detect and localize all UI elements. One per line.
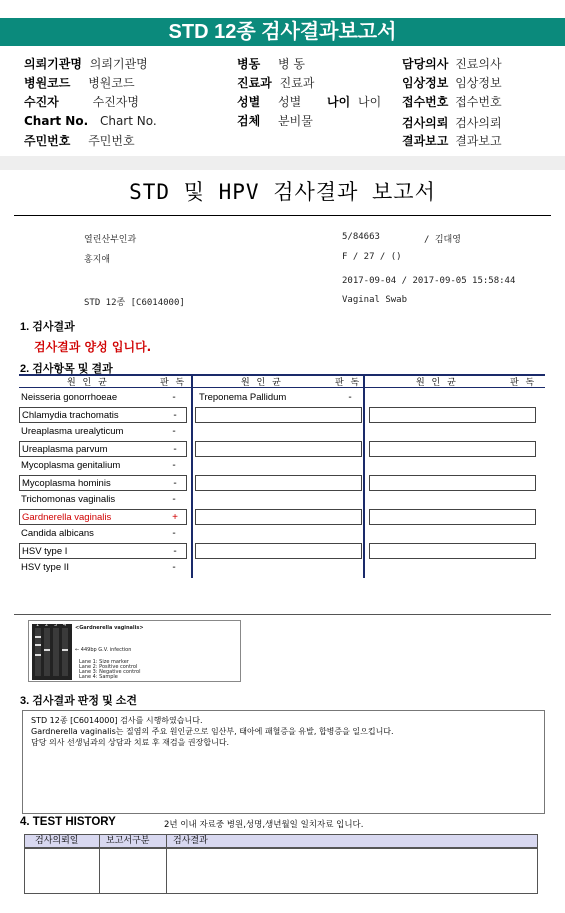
gel-lanes	[32, 624, 72, 680]
col2-header-pathogen: 원 인 균	[241, 378, 283, 388]
interpretation-line: 담당 의사 선생님과의 상담과 치료 후 재검을 권장합니다.	[31, 738, 230, 747]
info-doctor: 담당의사 진료의사	[402, 57, 502, 71]
table-row: Ureaplasma parvum -	[19, 441, 187, 457]
history-note: 2년 이내 자료중 병원,성명,생년월일 일치자료 입니다.	[164, 820, 364, 830]
meta-specimen: Vaginal Swab	[342, 295, 408, 305]
history-table-body	[24, 848, 538, 894]
lane-label: 4	[63, 622, 67, 628]
info-receipt-no: 접수번호 접수번호	[402, 95, 502, 109]
pathogen-column-3	[369, 374, 545, 578]
history-col-result: 검사결과	[173, 836, 208, 846]
interpretation-line: STD 12종 [C6014000] 검사를 시행하였습니다.	[31, 716, 203, 725]
interpretation-box	[22, 710, 545, 814]
lane-label: 2	[45, 622, 49, 628]
info-ward: 병동 병 동	[237, 57, 306, 71]
patient-info-grid	[0, 52, 565, 152]
info-resident-no: 주민번호 주민번호	[24, 134, 135, 148]
gel-caption-title: <Gardnerella vaginalis>	[75, 625, 144, 631]
report-document	[14, 170, 551, 913]
empty-row	[369, 543, 536, 559]
section-3-title: 3. 검사결과 판정 및 소견	[20, 695, 138, 707]
gel-lane	[53, 628, 59, 676]
info-reported: 결과보고 결과보고	[402, 134, 502, 148]
history-col-divider	[166, 834, 167, 848]
result-summary: 검사결과 양성 입니다.	[34, 340, 152, 354]
table-row: HSV type I -	[19, 543, 187, 559]
empty-row	[195, 441, 362, 457]
info-department: 진료과 진료과	[237, 76, 315, 90]
title-divider	[14, 215, 551, 216]
col1-header-pathogen: 원 인 균	[67, 378, 109, 388]
gel-caption-band: ← 449bp G.V. infection	[75, 647, 132, 653]
gel-legend-item: Lane 3: Negative control	[79, 669, 141, 675]
info-specimen: 검체 분비물	[237, 114, 313, 128]
gel-band	[62, 649, 68, 651]
empty-row	[369, 407, 536, 423]
info-requested: 검사의뢰 검사의뢰	[402, 116, 502, 130]
table-row: Treponema Pallidum -	[199, 392, 352, 403]
gel-band	[35, 644, 41, 646]
gel-legend-item: Lane 2: Positive control	[79, 664, 138, 670]
report-header	[0, 0, 565, 50]
interpretation-line: Gardnerella vaginalis는 질염의 주요 원인균으로 임산부, 태아에 패혈증을 유발, 합병증을 일으킵니다.	[31, 727, 394, 736]
info-chart-no: Chart No. Chart No.	[24, 114, 157, 128]
meta-dates: 2017-09-04 / 2017-09-05 15:58:44	[342, 276, 516, 286]
table-row-positive: Gardnerella vaginalis +	[19, 509, 187, 525]
table-footer-line	[14, 614, 551, 615]
table-row: Candida albicans -	[21, 528, 176, 539]
gel-lane	[44, 628, 50, 676]
table-row: Mycoplasma hominis -	[19, 475, 187, 491]
info-clinical: 임상정보 임상정보	[402, 76, 502, 90]
document-title: STD 및 HPV 검사결과 보고서	[129, 180, 436, 204]
gel-band	[44, 649, 50, 651]
meta-sex-age: F / 27 / ()	[342, 252, 402, 262]
column-divider-1	[191, 374, 193, 578]
col3-header-result: 판 독	[510, 378, 537, 388]
pathogen-column-1	[19, 374, 191, 578]
empty-row	[369, 441, 536, 457]
history-body-divider	[99, 849, 100, 893]
empty-row	[195, 543, 362, 559]
history-col-divider	[99, 834, 100, 848]
col1-header-result: 판 독	[160, 378, 187, 388]
table-row: Chlamydia trachomatis -	[19, 407, 187, 423]
gel-legend-item: Lane 1: Size marker	[79, 659, 129, 665]
gel-lane	[62, 628, 68, 676]
history-col-type: 보고서구분	[106, 836, 150, 846]
history-table-header	[24, 834, 538, 848]
gel-band	[35, 654, 41, 656]
table-row: Trichomonas vaginalis -	[21, 494, 176, 505]
meta-test: STD 12종 [C6014000]	[84, 298, 185, 308]
empty-row	[195, 407, 362, 423]
meta-hospital: 열린산부인과	[84, 235, 137, 245]
empty-row	[195, 509, 362, 525]
meta-patient: 홍지애	[84, 255, 111, 265]
pathogen-results-table	[19, 374, 545, 578]
info-hospital-code: 병원코드 병원코드	[24, 76, 135, 90]
col3-header-pathogen: 원 인 균	[416, 378, 458, 388]
empty-row	[369, 509, 536, 525]
gel-legend-item: Lane 4: Sample	[79, 674, 118, 680]
lane-label: 1	[36, 622, 40, 628]
lane-label: 3	[54, 622, 58, 628]
pathogen-column-2	[195, 374, 363, 578]
column-divider-2	[363, 374, 365, 578]
section-separator	[0, 156, 565, 170]
info-age: 나이 나이	[327, 95, 382, 109]
gel-electrophoresis-image	[28, 620, 241, 682]
table-row: Mycoplasma genitalium -	[21, 460, 176, 471]
section-2-title: 2. 검사항목 및 결과	[20, 363, 113, 375]
info-sex: 성별 성별	[237, 95, 302, 109]
info-hospital: 의뢰기관명 의뢰기관명	[24, 57, 148, 71]
report-title: STD 12종 검사결과보고서	[0, 18, 565, 46]
col2-header-result: 판 독	[335, 378, 362, 388]
table-row: Neisseria gonorrhoeae -	[21, 392, 176, 403]
history-col-date: 검사의뢰일	[35, 836, 79, 846]
history-body-divider	[166, 849, 167, 893]
meta-chart: 5/84663	[342, 232, 380, 242]
section-1-title: 1. 검사결과	[20, 321, 75, 333]
empty-row	[195, 475, 362, 491]
table-row: HSV type II -	[21, 562, 176, 573]
section-4-title: 4. TEST HISTORY	[20, 816, 116, 828]
table-row: Ureaplasma urealyticum -	[21, 426, 176, 437]
info-patient: 수진자 수진자명	[24, 95, 139, 109]
empty-row	[369, 475, 536, 491]
gel-band	[35, 636, 41, 638]
meta-doctor: / 김대영	[424, 235, 461, 245]
